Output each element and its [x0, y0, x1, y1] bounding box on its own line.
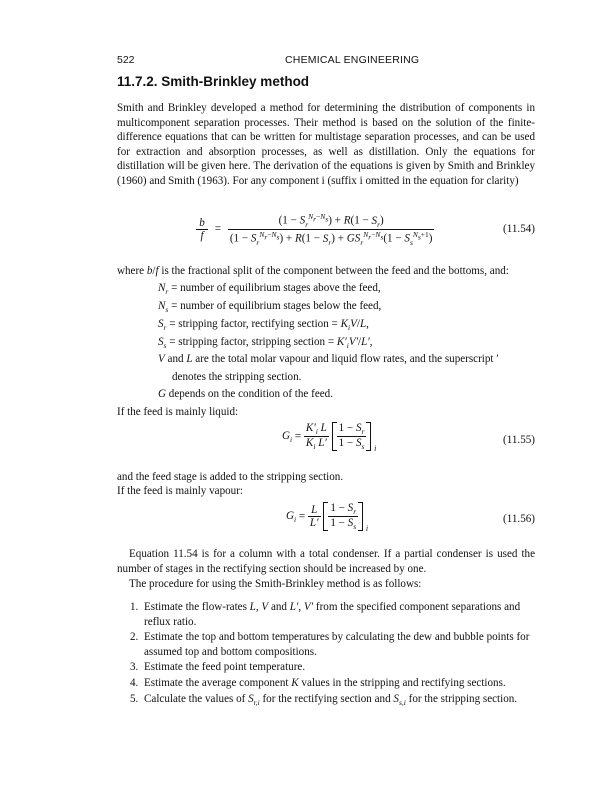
equation-number: (11.56) — [503, 513, 535, 525]
list-item: 3. Estimate the feed point temperature. — [130, 661, 306, 674]
stage-added-text: and the feed stage is added to the stripping section. — [117, 471, 344, 483]
procedure-list — [130, 600, 545, 711]
where-intro: where b/f is the fractional split of the component between the feed and the bottoms, and: — [117, 265, 509, 277]
note-paragraph: Equation 11.54 is for a column with a total condenser. If a partial condenser is used the number of stages in the rectifying section should be increased by one. — [117, 548, 535, 575]
definition-g: G depends on the condition of the feed. — [158, 388, 333, 400]
definition-stripping: denotes the stripping section. — [172, 371, 302, 383]
equation-11-54: $\frac{b}{f}$ = $\frac{(1 - S_r^{N_r-N_s}) + R(1 - S_r)}{(1 - S_r^{N_r-N_s}) + R(1 - S_r) + GS_r^{N_r-N_s}(1 - S_s^{N_s+1})}$ — [196, 212, 434, 247]
equation-11-55: $G_i$ = $\frac{K'_i L}{K_i L'}$ $\frac{1 - S_r}{1 - S_s}$ i — [282, 422, 377, 454]
definition-sr: $S_r$ = stripping factor, rectifying section = $K_iV/L$, — [158, 318, 369, 333]
equation-number: (11.54) — [503, 223, 535, 235]
feed-vapour-label: If the feed is mainly vapour: — [117, 485, 243, 497]
definition-ns: $N_s$ = number of equilibrium stages below the feed, — [158, 300, 382, 315]
definition-vl: V and L are the total molar vapour and liquid flow rates, and the superscript ′ — [158, 353, 499, 365]
equation-number: (11.55) — [503, 434, 535, 446]
equation-11-56: $G_i$ = $\frac{L}{L'}$ $\frac{1 - S_r}{1 - S_s}$ i — [286, 502, 369, 534]
list-item: 5. Calculate the values of $S_{r,i}$ for the rectifying section and $S_{s,i}$ for the stripping section. — [130, 692, 518, 707]
list-item: 1. Estimate the flow-rates L, V and L′, V′ from the specified component separations and reflux ratio. — [130, 601, 521, 628]
procedure-intro: The procedure for using the Smith-Brinkley method is as follows: — [129, 578, 422, 590]
feed-liquid-label: If the feed is mainly liquid: — [117, 406, 239, 418]
definition-ss: $S_s$ = stripping factor, stripping section = $K'_iV'/L'$, — [158, 336, 373, 351]
section-title: 11.7.2. Smith-Brinkley method — [117, 74, 310, 89]
list-item: 4. Estimate the average component K values in the stripping and rectifying sections. — [130, 676, 506, 689]
running-head: CHEMICAL ENGINEERING — [285, 54, 420, 66]
page-number: 522 — [117, 54, 135, 66]
intro-paragraph: Smith and Brinkley developed a method for determining the distribution of components in multicomponent separation processes. Their method is based on the solution of the finite-difference equations that can be written for multistage separation processes, and can be used for extraction and absorption processes, as well as distillation. Only the equations for distillation will be given here. The derivation of the equations is given by Smith and Brinkley (1960) and Smith (1963). For any component i (suffix i omitted in the equation for clarity) — [117, 102, 535, 187]
page-header — [117, 54, 535, 68]
list-item: 2. Estimate the top and bottom temperatures by calculating the dew and bubble points for assumed top and bottom compositions. — [130, 631, 530, 658]
definition-nr: $N_r$ = number of equilibrium stages above the feed, — [158, 282, 381, 297]
